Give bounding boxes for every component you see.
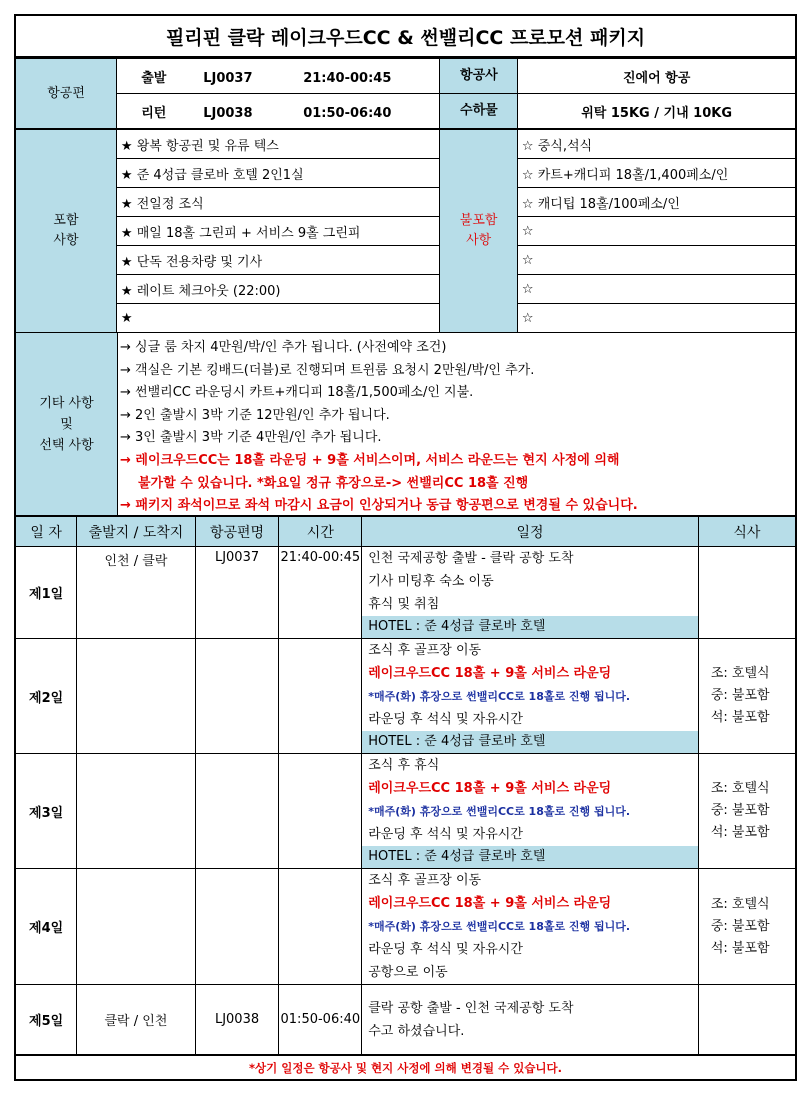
time-cell (279, 639, 362, 754)
return-code: LJ0038 (203, 105, 253, 121)
itinerary-line: 라운딩 후 석식 및 자유시간 (368, 712, 523, 727)
itinerary-line: 조식 후 골프장 이동 (368, 873, 482, 888)
included-label (15, 130, 116, 333)
note-line: → 썬밸리CC 라운딩시 카트+캐디피 18홀/1,500페소/인 지불. (120, 385, 474, 401)
other-notes (14, 333, 797, 516)
airline-value: 진에어 항공 (518, 59, 796, 94)
meal-breakfast: 조: 호텔식 (710, 666, 770, 681)
excluded-item (517, 217, 796, 246)
note-line: → 싱글 룸 차지 4만원/박/인 추가 됩니다. (사전예약 조건) (120, 340, 447, 355)
departure-label: 출발 (141, 70, 167, 86)
return-time: 01:50-06:40 (303, 105, 392, 121)
inclusion-table (14, 129, 797, 333)
flight-cell: LJ0038 (195, 985, 279, 1055)
itinerary-line: 라운딩 후 석식 및 자유시간 (368, 827, 523, 842)
star-icon: ★ (120, 310, 133, 326)
itinerary-line: 조식 후 휴식 (368, 758, 440, 773)
itinerary-line: 인천 국제공항 출발 - 클락 공항 도착 (368, 551, 574, 566)
itinerary-line: 공항으로 이동 (368, 965, 448, 980)
header-day: 일 자 (15, 517, 77, 547)
star-icon: ★ (120, 196, 133, 212)
itinerary-cell (362, 869, 699, 985)
itinerary-line: 라운딩 후 석식 및 자유시간 (368, 942, 523, 957)
time-cell (279, 869, 362, 985)
itinerary-line: 클락 공항 출발 - 인천 국제공항 도착 (368, 1000, 574, 1016)
included-item (116, 130, 439, 159)
included-item (116, 275, 439, 304)
meal-breakfast: 조: 호텔식 (710, 896, 770, 912)
itinerary-cell (362, 985, 699, 1055)
meal-cell (698, 754, 796, 869)
included-item (116, 246, 439, 275)
excluded-item (517, 246, 796, 275)
meal-lunch: 중: 불포함 (710, 803, 770, 818)
star-icon: ★ (120, 283, 133, 299)
footer-note: *상기 일정은 항공사 및 현지 사정에 의해 변경될 수 있습니다. (14, 1055, 797, 1081)
important-note: 불가할 수 있습니다. *화요일 정규 휴장으로-> 썬밸리CC 18홀 진행 (138, 475, 529, 491)
excluded-label (440, 130, 518, 333)
route-cell: 인천 / 클락 (77, 547, 195, 639)
star-icon: ★ (120, 254, 133, 270)
other-label-line1: 기타 사항 (39, 395, 94, 411)
schedule-table (14, 516, 797, 1055)
excluded-item (517, 188, 796, 217)
meal-cell (698, 547, 796, 639)
excluded-item-text: 카트+캐디피 18홀/1,400페소/인 (537, 167, 729, 183)
page-title: 필리핀 클락 레이크우드CC & 썬밸리CC 프로모션 패키지 (14, 14, 797, 58)
round-line: 레이크우드CC 18홀 + 9홀 서비스 라운딩 (368, 896, 612, 911)
note-line: *매주(화) 휴장으로 썬밸리CC로 18홀로 진행 됩니다. (368, 805, 631, 818)
day-label: 제4일 (15, 869, 77, 985)
star-icon: ★ (120, 225, 133, 241)
empty-star-icon: ☆ (521, 196, 534, 212)
route-cell: 클락 / 인천 (77, 985, 195, 1055)
hotel-line: HOTEL : 준 4성급 클로바 호텔 (362, 616, 698, 638)
note-line: *매주(화) 휴장으로 썬밸리CC로 18홀로 진행 됩니다. (368, 920, 631, 933)
important-note: → 패키지 좌석이므로 좌석 마감시 요금이 인상되거나 동급 항공편으로 변경될 수 있습니다. (120, 498, 638, 514)
route-cell (77, 869, 195, 985)
meal-cell (698, 869, 796, 985)
note-line: → 2인 출발시 3박 기준 12만원/인 추가 됩니다. (120, 407, 390, 423)
meal-breakfast: 조: 호텔식 (710, 781, 770, 796)
departure-flight (117, 59, 440, 94)
note-line: → 3인 출발시 3박 기준 4만원/인 추가 됩니다. (120, 430, 382, 446)
hotel-line: HOTEL : 준 4성급 클로바 호텔 (362, 731, 698, 753)
empty-star-icon: ☆ (521, 138, 534, 154)
round-line: 레이크우드CC 18홀 + 9홀 서비스 라운딩 (368, 781, 612, 796)
itinerary-line: 수고 하셨습니다. (368, 1023, 465, 1039)
other-label-line3: 선택 사항 (39, 437, 94, 453)
empty-star-icon: ☆ (521, 310, 534, 326)
departure-code: LJ0037 (203, 70, 253, 86)
other-label-line2: 및 (60, 416, 73, 432)
table-row (15, 639, 796, 754)
header-meal: 식사 (698, 517, 796, 547)
itinerary-line: 휴식 및 취침 (368, 597, 440, 612)
meal-dinner: 석: 불포함 (710, 940, 770, 956)
empty-star-icon: ☆ (521, 281, 534, 297)
table-row (15, 547, 796, 639)
route-cell (77, 639, 195, 754)
return-label: 리턴 (141, 105, 167, 121)
note-line: → 객실은 기본 킹배드(더블)로 진행되며 트윈룸 요청시 2만원/박/인 추가. (120, 362, 535, 378)
included-item (116, 217, 439, 246)
meal-lunch: 중: 불포함 (710, 688, 770, 703)
itinerary-cell (362, 754, 699, 869)
day-label: 제5일 (15, 985, 77, 1055)
empty-star-icon: ☆ (521, 223, 534, 239)
header-time: 시간 (279, 517, 362, 547)
baggage-value: 위탁 15KG / 기내 10KG (518, 94, 796, 129)
empty-star-icon: ☆ (521, 167, 534, 183)
included-item-text: 단독 전용차량 및 기사 (136, 254, 263, 270)
table-row (15, 869, 796, 985)
flight-label: 항공편 (15, 59, 117, 129)
meal-lunch: 중: 불포함 (710, 918, 770, 934)
included-item-text: 준 4성급 클로바 호텔 2인1실 (136, 167, 304, 183)
included-label-line2: 사항 (53, 233, 79, 248)
star-icon: ★ (120, 167, 133, 183)
excluded-item-text: 캐디팁 18홀/100페소/인 (537, 196, 680, 212)
time-cell (279, 754, 362, 869)
flight-cell (195, 639, 279, 754)
itinerary-cell (362, 639, 699, 754)
flight-cell (195, 869, 279, 985)
meal-dinner: 석: 불포함 (710, 710, 770, 725)
itinerary-cell (362, 547, 699, 639)
included-item (116, 304, 439, 333)
table-row (15, 985, 796, 1055)
meal-cell (698, 985, 796, 1055)
package-document (14, 14, 797, 1081)
day-label: 제1일 (15, 547, 77, 639)
note-line: *매주(화) 휴장으로 썬밸리CC로 18홀로 진행 됩니다. (368, 690, 631, 703)
excluded-item (517, 159, 796, 188)
table-row (15, 754, 796, 869)
departure-time: 21:40-00:45 (303, 70, 392, 86)
included-item (116, 159, 439, 188)
baggage-label: 수하물 (440, 94, 518, 129)
included-item-text: 전일정 조식 (136, 196, 204, 212)
header-flight: 항공편명 (195, 517, 279, 547)
included-item-text: 왕복 항공권 및 유류 텍스 (136, 138, 279, 154)
time-cell: 21:40-00:45 (279, 547, 362, 639)
return-flight (117, 94, 440, 129)
flight-cell (195, 754, 279, 869)
included-item-text: 레이트 체크아웃 (22:00) (136, 283, 281, 299)
header-route: 출발지 / 도착지 (77, 517, 195, 547)
meal-cell (698, 639, 796, 754)
star-icon: ★ (120, 138, 133, 154)
route-cell (77, 754, 195, 869)
day-label: 제3일 (15, 754, 77, 869)
other-notes-label (16, 333, 118, 515)
meal-dinner: 석: 불포함 (710, 825, 770, 840)
excluded-item (517, 130, 796, 159)
header-itinerary: 일정 (362, 517, 699, 547)
empty-star-icon: ☆ (521, 252, 534, 268)
excluded-item-text: 중식,석식 (537, 138, 593, 154)
itinerary-line: 기사 미팅후 숙소 이동 (368, 574, 494, 589)
day-label: 제2일 (15, 639, 77, 754)
time-cell: 01:50-06:40 (279, 985, 362, 1055)
included-label-line1: 포함 (53, 213, 79, 228)
included-item-text: 매일 18홀 그린피 + 서비스 9홀 그린피 (136, 225, 361, 241)
excluded-item (517, 304, 796, 333)
airline-label: 항공사 (440, 59, 518, 94)
itinerary-line: 조식 후 골프장 이동 (368, 643, 482, 658)
excluded-label-line2: 사항 (466, 233, 492, 248)
excluded-item (517, 275, 796, 304)
flight-cell: LJ0037 (195, 547, 279, 639)
hotel-line: HOTEL : 준 4성급 클로바 호텔 (362, 846, 698, 868)
round-line: 레이크우드CC 18홀 + 9홀 서비스 라운딩 (368, 666, 612, 681)
important-note: → 레이크우드CC는 18홀 라운딩 + 9홀 서비스이며, 서비스 라운드는 현지 사정에 의해 (120, 452, 620, 468)
included-item (116, 188, 439, 217)
excluded-label-line1: 불포함 (459, 213, 498, 228)
flight-table (14, 58, 797, 129)
